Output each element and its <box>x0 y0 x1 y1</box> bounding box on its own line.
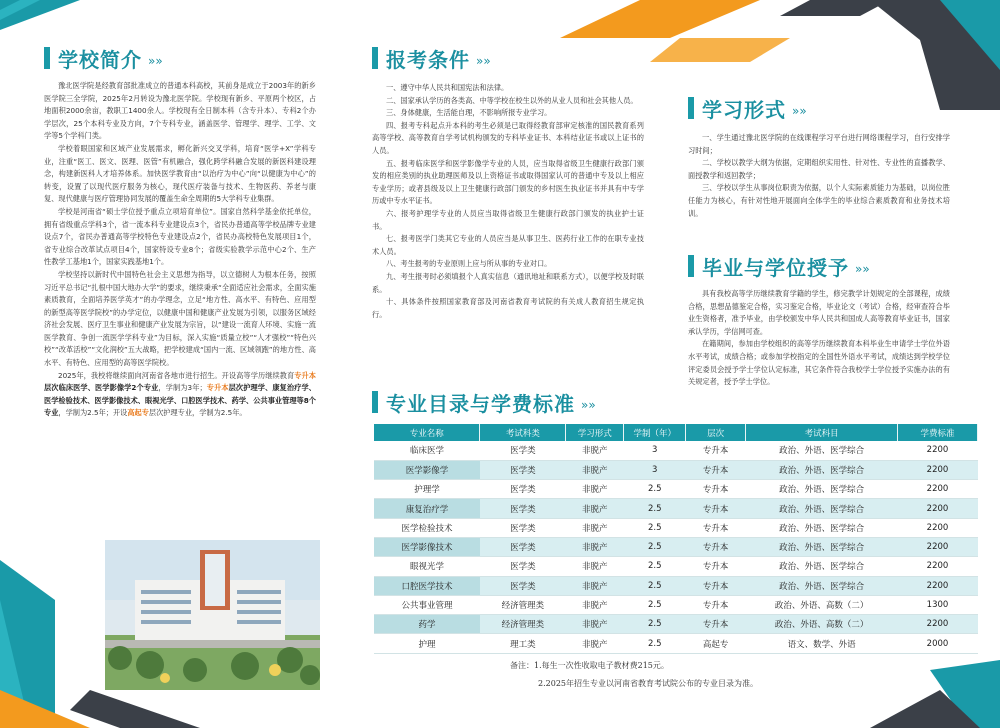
table-cell: 2200 <box>898 480 978 499</box>
column-header: 学习形式 <box>566 424 624 441</box>
table-cell: 护理 <box>374 634 480 653</box>
list-item: 二、学校以教学大纲为依据，定期组织实用性、针对性、专业性的直播教学、面授教学和返回教学； <box>688 158 950 180</box>
list-item: 九、考生报考时必须填报个人真实信息（通讯地址和联系方式），以便学校及时联系。 <box>372 271 644 294</box>
table-cell: 专升本 <box>686 480 746 499</box>
table-cell: 专升本 <box>686 518 746 537</box>
table-cell: 2200 <box>898 499 978 518</box>
table-cell: 2.5 <box>624 557 686 576</box>
table-cell: 2.5 <box>624 537 686 556</box>
table-cell: 医学影像技术 <box>374 537 480 556</box>
table-cell: 2200 <box>898 518 978 537</box>
list-item: 六、报考护理学专业的人员应当取得省级卫生健康行政部门颁发的执业护士证书。 <box>372 208 644 231</box>
table-cell: 高起专 <box>686 634 746 653</box>
list-item: 一、学生通过豫北医学院的在线课程学习平台进行网络课程学习，自行安排学习时间； <box>688 133 950 155</box>
table-row <box>374 518 978 537</box>
table-cell: 政治、外语、高数（二） <box>746 615 898 634</box>
table-cell: 非脱产 <box>566 595 624 614</box>
degree-title: 毕业与学位授予 »» <box>688 252 950 280</box>
table-cell: 护理学 <box>374 480 480 499</box>
table-row <box>374 480 978 499</box>
table-row <box>374 557 978 576</box>
table-cell: 政治、外语、医学综合 <box>746 576 898 595</box>
double-chevron-icon: »» <box>581 398 596 412</box>
intro-enrollment-paragraph: 2025年，我校将继续面向河南省各地市进行招生。开设高等学历继续教育专升本层次临床医学、医学影像学2个专业，学制为3年；专升本层次护理学、康复治疗学、医学检验技术、医学影像技术、眼视光学、口腔医学技术、药学、公共事业管理等8个专业，学制为2.5年；开设高起专层次护理专业，学制为2.5年。 <box>44 370 316 418</box>
intro-paragraph: 学校是河南省“硕士学位授予重点立项培育单位”。国家自然科学基金依托单位，拥有省级重点学科3个，省一流本科专业建设点3个，省民办普通高等学校品牌专业建设点7个，省民办普通高等学校特色专业建设点2个，省民办高校特色发展项目1个，省专业综合改革试点项目4个，国家特设专业8个；省级实验教学示范中心2个、生产性教学工基地1个，国家实践基地1个。 <box>44 206 316 267</box>
double-chevron-icon: »» <box>855 262 870 276</box>
table-cell: 2.5 <box>624 634 686 653</box>
intro-section <box>44 44 316 420</box>
table-row <box>374 537 978 556</box>
table-header-row <box>374 424 978 441</box>
table-cell: 政治、外语、高数（二） <box>746 595 898 614</box>
column-header: 学制（年） <box>624 424 686 441</box>
table-cell: 2200 <box>898 557 978 576</box>
table-cell: 非脱产 <box>566 441 624 460</box>
table-cell: 语文、数学、外语 <box>746 634 898 653</box>
table-cell: 非脱产 <box>566 499 624 518</box>
list-item: 八、考生报考的专业原则上应与所从事的专业对口。 <box>386 259 552 269</box>
table-cell: 非脱产 <box>566 518 624 537</box>
campus-photo <box>105 540 320 690</box>
double-chevron-icon: »» <box>148 54 163 68</box>
table-cell: 医学类 <box>480 499 566 518</box>
table-cell: 经济管理类 <box>480 615 566 634</box>
list-item: 五、报考临床医学和医学影像学专业的人员，应当取得省级卫生健康行政部门颁发的相应类别的执业助理医师及以上资格证书或取得国家认可的普通中专及以上相应专业学历；或者县级及以上卫生健康行政部门颁发的乡村医生执业证书并具有中专学历或中专水平证书。 <box>372 158 644 206</box>
conditions-title: 报考条件 »» <box>372 44 644 72</box>
list-item: 一、遵守中华人民共和国宪法和法律。 <box>386 83 509 92</box>
table-cell: 专升本 <box>686 576 746 595</box>
list-item: 二、国家承认学历的各类高、中等学校在校生以外的从业人员和社会其他人员。 <box>386 95 638 105</box>
list-item: 三、学校以学生从事岗位职责为依据，以个人实际素质能力为基础，以岗位胜任能力为核心，有针对性地开展面向全体学生的毕业综合素质教育和业务技术培训。 <box>688 183 950 218</box>
study-section <box>688 94 950 220</box>
table-cell: 非脱产 <box>566 634 624 653</box>
conditions-section <box>372 44 644 321</box>
double-chevron-icon: »» <box>792 104 807 118</box>
table-cell: 医学检验技术 <box>374 518 480 537</box>
table-cell: 2200 <box>898 576 978 595</box>
table-row <box>374 441 978 460</box>
column-header: 考试科目 <box>746 424 898 441</box>
table-cell: 2.5 <box>624 480 686 499</box>
table-cell: 非脱产 <box>566 576 624 595</box>
table-row <box>374 576 978 595</box>
table-cell: 2.5 <box>624 595 686 614</box>
table-cell: 2.5 <box>624 518 686 537</box>
table-cell: 专升本 <box>686 441 746 460</box>
table-cell: 2.5 <box>624 499 686 518</box>
table-cell: 公共事业管理 <box>374 595 480 614</box>
table-cell: 康复治疗学 <box>374 499 480 518</box>
table-cell: 医学影像学 <box>374 460 480 479</box>
list-item: 七、报考医学门类其它专业的人员应当是从事卫生、医药行业工作的在职专业技术人员。 <box>372 234 644 256</box>
table-cell: 2200 <box>898 537 978 556</box>
table-cell: 专升本 <box>686 460 746 479</box>
table-cell: 理工类 <box>480 634 566 653</box>
list-item: 三、身体健康，生活能自理，不影响所报专业学习。 <box>386 108 552 118</box>
table-cell: 专升本 <box>686 557 746 576</box>
table-cell: 2.5 <box>624 576 686 595</box>
table-cell: 政治、外语、医学综合 <box>746 480 898 499</box>
table-cell: 医学类 <box>480 576 566 595</box>
degree-paragraph: 具有我校高等学历继续教育学籍的学生，修完教学计划规定的全部课程，成绩合格，思想品德鉴定合格，实习鉴定合格，毕业论文（考试）合格，经审查符合毕业生资格者，准予毕业，由学校颁发中华人民共和国成人高等教育毕业证书，国家承认学历，学信网可查。 <box>688 289 950 336</box>
table-cell: 专升本 <box>686 595 746 614</box>
table-cell: 政治、外语、医学综合 <box>746 499 898 518</box>
note-line: 2.2025年招生专业以河南省教育考试院公布的专业目录为准。 <box>538 679 758 688</box>
table-cell: 医学类 <box>480 557 566 576</box>
bottom-right-decoration <box>700 660 1000 728</box>
intro-paragraph: 学校着眼国家和区域产业发展需求，孵化新兴交叉学科，培育“医学+X”学科专业，注重“医工、医文、医理、医管”有机融合，强化跨学科融合发展的新医科建设理念，构建新医科人才培养体系。加快医学教育由“以治疗为中心”向“以健康为中心”的转变，设置了以现代医疗服务为核心，现代医疗装备与技术、生物医药、养老与康复、现代健康与医疗管理协同发展的覆盖生命全周期的5大学科专业集群。 <box>44 143 316 204</box>
table-cell: 非脱产 <box>566 615 624 634</box>
table-cell: 政治、外语、医学综合 <box>746 460 898 479</box>
table-cell: 医学类 <box>480 518 566 537</box>
table-cell: 3 <box>624 460 686 479</box>
table-row <box>374 615 978 634</box>
intro-paragraph: 学校坚持以新时代中国特色社会主义思想为指导，以立德树人为根本任务，按照习近平总书记“扎根中国大地办大学”的要求，继续秉承“全面适应社会需求，全面实施素质教育，全面培养医学英才”的办学理念，立足“地方性、高水平、有特色、应用型的新型高等医学院校”的办学定位，以健康中国和健康产业发展为引领，以服务区域经济社会发展、医疗卫生事业和健康产业发展为宗旨，以“建设一流育人环境、实施一流医学教育、争创一流医学学科专业”为目标，深入实施“质量立校”“人才强校”“特色兴校”“改革活校”“文化润校”五大战略，把学校建成“国内一流、区域领跑”的地方性、高水平、有特色、应用型的高等医学院校。 <box>44 269 316 368</box>
double-chevron-icon: »» <box>476 54 491 68</box>
list-item: 十、具体条件按照国家教育部及河南省教育考试院的有关成人教育招生规定执行。 <box>372 297 644 319</box>
table-cell: 政治、外语、医学综合 <box>746 441 898 460</box>
table-cell: 专升本 <box>686 499 746 518</box>
table-cell: 3 <box>624 441 686 460</box>
table-cell: 政治、外语、医学综合 <box>746 557 898 576</box>
study-title: 学习形式 »» <box>688 94 950 122</box>
intro-title: 学校简介 »» <box>44 44 316 72</box>
list-item: 四、报考专科起点升本科的考生必须是已取得经教育部审定核准的国民教育系列高等学校、高等教育自学考试机构颁发的专科毕业证书、本科结业证书或以上证书的人员。 <box>372 120 644 155</box>
catalog-title: 专业目录与学费标准 »» <box>372 388 672 416</box>
table-cell: 2.5 <box>624 615 686 634</box>
table-cell: 非脱产 <box>566 480 624 499</box>
table-cell: 2200 <box>898 615 978 634</box>
table-cell: 医学类 <box>480 480 566 499</box>
fee-table <box>374 424 978 654</box>
table-cell: 眼视光学 <box>374 557 480 576</box>
table-cell: 医学类 <box>480 460 566 479</box>
table-row <box>374 595 978 614</box>
column-header: 专业名称 <box>374 424 480 441</box>
table-cell: 医学类 <box>480 537 566 556</box>
table-cell: 政治、外语、医学综合 <box>746 537 898 556</box>
table-cell: 口腔医学技术 <box>374 576 480 595</box>
table-cell: 1300 <box>898 595 978 614</box>
column-header: 层次 <box>686 424 746 441</box>
table-cell: 经济管理类 <box>480 595 566 614</box>
table-cell: 非脱产 <box>566 537 624 556</box>
table-cell: 2200 <box>898 460 978 479</box>
table-cell: 药学 <box>374 615 480 634</box>
table-row <box>374 499 978 518</box>
column-header: 学费标准 <box>898 424 978 441</box>
table-cell: 政治、外语、医学综合 <box>746 518 898 537</box>
table-cell: 2200 <box>898 441 978 460</box>
table-cell: 医学类 <box>480 441 566 460</box>
table-cell: 2000 <box>898 634 978 653</box>
degree-paragraph: 在籍期间，参加由学校组织的高等学历继续教育本科毕业生申请学士学位外语水平考试，成绩合格；或参加学校指定的全国性外语水平考试，成绩达到学校学位评定委员会授予学士学位认定标准，其它条件符合我校学士学位授予实施办法的有关规定者，授予学士学位。 <box>688 339 950 387</box>
column-header: 考试科类 <box>480 424 566 441</box>
table-cell: 非脱产 <box>566 460 624 479</box>
table-cell: 临床医学 <box>374 441 480 460</box>
table-row <box>374 460 978 479</box>
table-cell: 专升本 <box>686 615 746 634</box>
degree-section <box>688 252 950 389</box>
catalog-section <box>372 388 672 416</box>
note-line: 备注：1.每生一次性收取电子教材费215元。 <box>510 661 669 670</box>
table-cell: 专升本 <box>686 537 746 556</box>
intro-paragraph: 豫北医学院是经教育部批准成立的普通本科高校，其前身是成立于2003年的新乡医学院三全学院，2025年2月转设为豫北医学院。学校现有新乡、平原两个校区，占地面积2000余亩，教职工1400余人。学校现有全日制本科（含专升本）、专科2个办学层次，25个本科专业及方向，7个专科专业，涵盖医学、管理学、理学、工学、文学等5个学科门类。 <box>44 81 316 141</box>
table-cell: 非脱产 <box>566 557 624 576</box>
table-row <box>374 634 978 653</box>
